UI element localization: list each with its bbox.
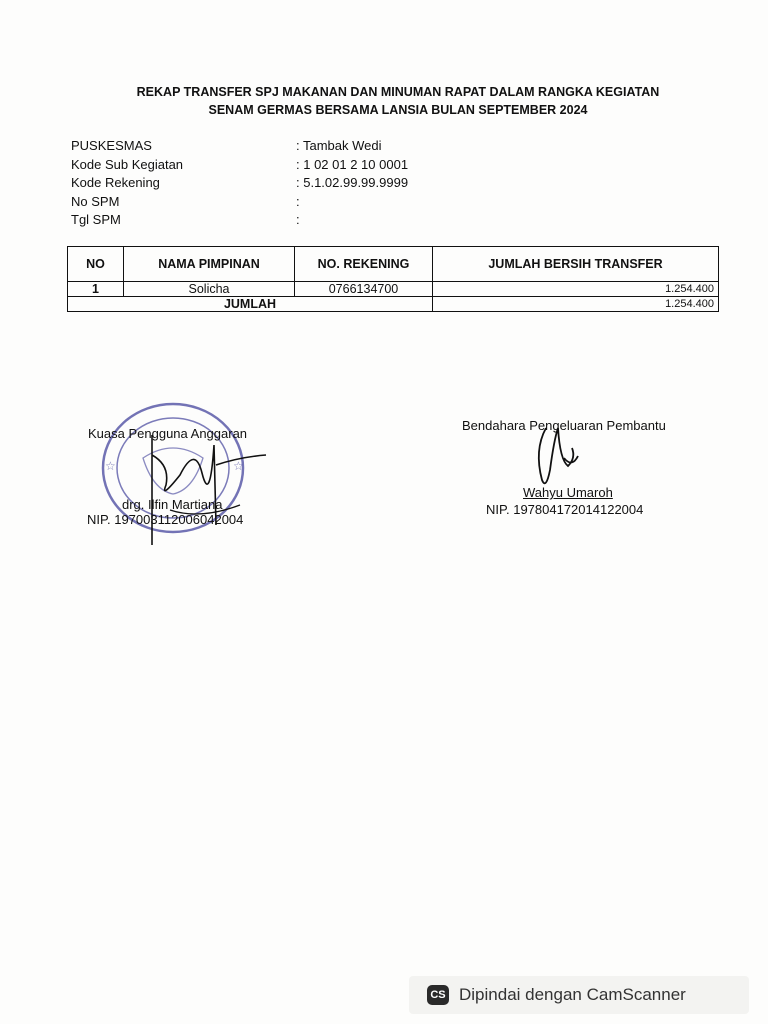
total-value: 1.254.400 <box>433 297 719 312</box>
header-no: NO <box>68 247 124 282</box>
total-label: JUMLAH <box>68 297 433 312</box>
left-signer-nip: NIP. 197003112006042004 <box>87 512 244 527</box>
table-header-row <box>68 247 719 282</box>
header-jumlah-bersih-transfer: JUMLAH BERSIH TRANSFER <box>433 247 719 282</box>
camscanner-text: Dipindai dengan CamScanner <box>459 985 686 1004</box>
transfer-table <box>67 246 719 312</box>
cell-nama: Solicha <box>124 282 295 297</box>
right-signer-role: Bendahara Pengeluaran Pembantu <box>462 418 666 433</box>
cell-rekening: 0766134700 <box>295 282 433 297</box>
svg-text:☆: ☆ <box>233 459 244 473</box>
title-line-1: REKAP TRANSFER SPJ MAKANAN DAN MINUMAN RAPAT DALAM RANGKA KEGIATAN <box>136 85 660 99</box>
document-title <box>60 83 736 119</box>
camscanner-watermark <box>409 976 749 1014</box>
right-signer-nip: NIP. 197804172014122004 <box>486 502 644 517</box>
header-no-rekening: NO. REKENING <box>295 247 433 282</box>
camscanner-icon: CS <box>427 985 449 1005</box>
title-line-2: SENAM GERMAS BERSAMA LANSIA BULAN SEPTEMBER 2024 <box>208 103 588 117</box>
left-signature-scribble <box>140 425 270 550</box>
table-total-row <box>68 297 719 312</box>
svg-text:☆: ☆ <box>105 459 116 473</box>
right-signer-name: Wahyu Umaroh <box>523 485 613 500</box>
table-row <box>68 282 719 297</box>
cell-jumlah: 1.254.400 <box>433 282 719 297</box>
header-nama-pimpinan: NAMA PIMPINAN <box>124 247 295 282</box>
left-signer-name: drg. Ilfin Martiana <box>122 497 223 512</box>
left-signer-role: Kuasa Pengguna Anggaran <box>88 426 248 441</box>
cell-no: 1 <box>68 282 124 297</box>
